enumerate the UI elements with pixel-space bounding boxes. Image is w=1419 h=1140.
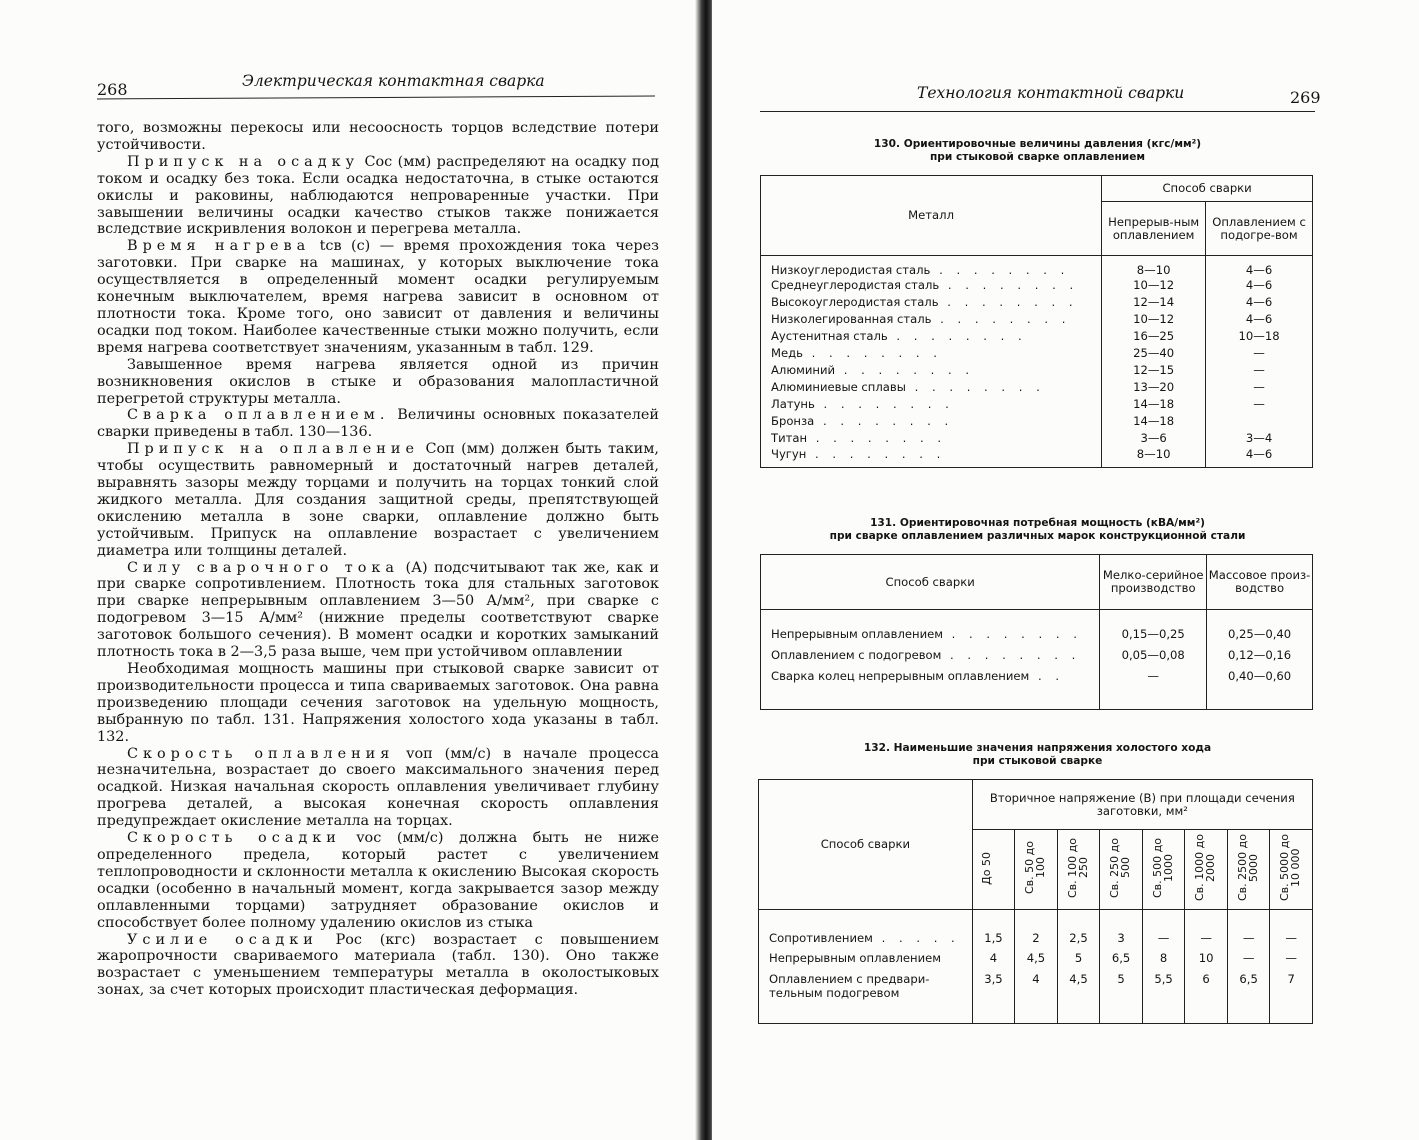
table130-col-group: Способ сварки <box>1102 176 1313 202</box>
table-row <box>761 328 1313 345</box>
section-range-header <box>1057 830 1100 910</box>
page-number-right: 269 <box>1290 88 1321 107</box>
leader-dots: . . . . . . . . <box>943 626 1082 641</box>
method-name <box>761 645 1100 666</box>
metal-name <box>761 294 1102 311</box>
method-label: Сопротивлением <box>769 930 873 945</box>
voltage-value: 7 <box>1287 971 1295 986</box>
running-head-left: Электрическая контактная сварка <box>242 72 545 90</box>
voltage-value: 6 <box>1185 968 1228 1024</box>
paragraph-text: Необходимая мощность машины при стыковой сварке зависит от производительности процесса и типа свариваемых заготовок. Она равна произведению площади сечения заготовок на удельную мощность, выбранную по табл. 131. Напряжения холостого хода указаны в табл. 132. <box>97 661 659 745</box>
table-row <box>761 610 1313 645</box>
power-mass: 0,40—0,60 <box>1227 668 1292 683</box>
metal-name <box>761 430 1102 447</box>
paragraph-text: Pос (кгс) возрастает с повышением жаропрочности свариваемого материала (табл. 130). Оно также возрастает с уменьшением температуры металла в околостыковых зонах, за счет которых происходит пластическая деформация. <box>97 931 659 999</box>
body-paragraph <box>97 441 659 559</box>
pressure-preheat: — <box>1253 346 1265 360</box>
voltage-value: 6,5 <box>1227 968 1270 1024</box>
body-paragraph <box>97 560 659 661</box>
leader-dots: . . . . . . . . <box>835 363 975 377</box>
method-label: Оплавлением с подогревом <box>771 648 942 662</box>
pressure-preheat: — <box>1253 397 1265 411</box>
body-paragraph <box>97 746 659 831</box>
metal-label: Латунь <box>771 397 815 411</box>
pressure-continuous: 14—18 <box>1102 413 1206 430</box>
section-range-label: Св. 2500 до 5000 <box>1235 834 1260 902</box>
left-page <box>0 0 700 1140</box>
section-range-label: Св. 50 до 100 <box>1022 841 1047 895</box>
spaced-lead-term: Силу сварочного тока <box>127 559 399 576</box>
paragraph-text: того, возможны перекосы или несоосность торцов вследствие потери устойчивости. <box>97 120 659 153</box>
section-range-header <box>1015 830 1058 910</box>
table-row <box>759 968 1313 1024</box>
metal-name <box>761 311 1102 328</box>
metal-name <box>761 256 1102 277</box>
pressure-continuous: 13—20 <box>1102 379 1206 396</box>
section-range-header <box>1185 830 1228 910</box>
table-row <box>761 447 1313 468</box>
table132 <box>758 779 1313 1024</box>
voltage-value: — <box>1227 910 1270 948</box>
metal-name <box>761 447 1102 468</box>
pressure-continuous: 8—10 <box>1102 447 1206 468</box>
pressure-preheat: 4—6 <box>1245 446 1273 461</box>
spaced-lead-term: Усилие осадки <box>127 931 318 948</box>
voltage-value: 2 <box>1015 910 1058 948</box>
header-rule-right <box>760 111 1315 112</box>
pressure-continuous: 12—15 <box>1102 362 1206 379</box>
pressure-continuous: 10—12 <box>1102 311 1206 328</box>
spaced-lead-term: Припуск на осадку <box>127 153 360 170</box>
metal-name <box>761 396 1102 413</box>
spaced-lead-term: Скорость осадки <box>127 830 341 847</box>
body-paragraph <box>97 238 659 356</box>
voltage-value: — <box>1285 950 1297 965</box>
leader-dots: . . . . . . . . <box>807 431 947 445</box>
table130-col-metal: Металл <box>761 176 1102 256</box>
table131 <box>760 554 1313 710</box>
pressure-preheat: 4—6 <box>1245 262 1273 277</box>
method-name <box>761 610 1100 645</box>
pressure-preheat <box>1206 413 1313 430</box>
pressure-preheat: — <box>1253 363 1265 377</box>
body-paragraph <box>97 357 659 408</box>
paragraph-text: Величины основных показателей сварки приведены в табл. 130—136. <box>97 407 659 441</box>
spaced-lead-term: Время нагрева <box>127 238 311 255</box>
pressure-preheat: 4—6 <box>1245 278 1273 292</box>
pressure-preheat: 3—4 <box>1245 431 1273 445</box>
table131-col-method: Способ сварки <box>761 555 1100 610</box>
section-range-header <box>1100 830 1143 910</box>
running-head-right: Технология контактной сварки <box>917 84 1185 102</box>
power-small-batch: 0,15—0,25 <box>1100 610 1207 645</box>
page-number-left: 268 <box>97 80 128 99</box>
table-row <box>761 645 1313 666</box>
section-range-header <box>972 830 1015 910</box>
leader-dots: . . . . . . . . <box>905 380 1045 394</box>
table-row <box>761 311 1313 328</box>
body-paragraph <box>97 932 659 1000</box>
table-row <box>761 666 1313 710</box>
voltage-value: 8 <box>1142 948 1185 968</box>
table-row <box>761 277 1313 294</box>
leader-dots: . . . . . . . . <box>814 414 954 428</box>
table-row <box>761 430 1313 447</box>
paragraph-text: tсв (с) — время прохождения тока через заготовки. При сварке на машинах, у которых выключение тока осуществляется в определенный момент осадки регулируемым конечным выключателем, время нагрева зависит в основном от плотности тока. Кроме того, оно зависит от давления и величины осадки под током. Наиболее качественные стыки можно получить, если время нагрева соответствует значениям, указанным в табл. 129. <box>97 238 659 356</box>
table130-title: 130. Ориентировочные величины давления (кгс/мм²) при стыковой сварке оплавлением <box>873 138 1202 163</box>
body-paragraph <box>97 661 659 746</box>
voltage-value: — <box>1227 948 1270 968</box>
section-range-label: Св. 1000 до 2000 <box>1193 834 1218 902</box>
body-paragraph <box>97 120 659 154</box>
pressure-continuous: 16—25 <box>1102 328 1206 345</box>
leader-dots: . . . . . . . . <box>938 295 1078 309</box>
leader-dots: . . . . . . . . <box>814 397 954 411</box>
metal-label: Чугун <box>771 446 807 461</box>
metal-label: Алюминиевые сплавы <box>771 380 906 394</box>
table130 <box>760 175 1313 468</box>
pressure-continuous: 25—40 <box>1102 345 1206 362</box>
metal-name <box>761 277 1102 294</box>
pressure-preheat: — <box>1253 380 1265 394</box>
table-row <box>761 396 1313 413</box>
metal-label: Низколегированная сталь <box>771 312 932 326</box>
leader-dots: . . <box>1029 668 1065 683</box>
pressure-continuous: 10—12 <box>1102 277 1206 294</box>
leader-dots: . . . . . . . . <box>887 329 1027 343</box>
pressure-preheat: 10—18 <box>1238 329 1280 343</box>
body-paragraph <box>97 407 659 441</box>
paragraph-text: Cос (мм) распределяют на осадку под током и осадку без тока. Если осадка недостаточна, в стыке остаются окислы и раковины, наблюдаются непроваренные участки. При завышении величины осадки качество стыков также понижается вследствие искривления волокон и перегрева металла. <box>97 153 659 238</box>
voltage-value: 4 <box>1015 968 1058 1024</box>
voltage-value: 4 <box>972 948 1015 968</box>
right-page <box>712 0 1419 1140</box>
pressure-continuous: 12—14 <box>1102 294 1206 311</box>
leader-dots: . . . . . . . . <box>806 446 946 461</box>
method-label: Сварка колец непрерывным оплавлением <box>771 668 1030 683</box>
power-small-batch: — <box>1100 666 1207 710</box>
method-name <box>761 666 1100 710</box>
table-row <box>759 948 1313 968</box>
voltage-value: 3 <box>1100 910 1143 948</box>
voltage-value: 4,5 <box>1015 948 1058 968</box>
power-mass: 0,12—0,16 <box>1227 648 1292 662</box>
power-mass: 0,25—0,40 <box>1227 626 1292 641</box>
metal-label: Бронза <box>771 414 815 428</box>
table130-col-continuous: Непрерыв-ным оплавлением <box>1102 202 1206 256</box>
metal-name <box>761 362 1102 379</box>
leader-dots: . . . . . . . . <box>930 262 1070 277</box>
table131-col-mass: Массовое произ-водство <box>1207 555 1313 610</box>
table-row <box>761 294 1313 311</box>
metal-name <box>761 345 1102 362</box>
paragraph-text: Завышенное время нагрева является одной из причин возникновения окислов в стыке и образования малопластичной перегретой структуры металла. <box>97 356 659 407</box>
section-range-header <box>1227 830 1270 910</box>
table130-col-preheat: Оплавлением с подогре-вом <box>1206 202 1313 256</box>
voltage-value: 10 <box>1185 948 1228 968</box>
method-name <box>759 948 973 968</box>
voltage-value: 5 <box>1100 968 1143 1024</box>
leader-dots: . . . . . . . . <box>941 648 1081 662</box>
pressure-continuous: 3—6 <box>1102 430 1206 447</box>
metal-label: Низкоуглеродистая сталь <box>771 262 931 277</box>
metal-name <box>761 379 1102 396</box>
method-label: Оплавлением с предвари-тельным подогревом <box>769 971 930 1000</box>
voltage-value: — <box>1285 930 1297 945</box>
voltage-value: — <box>1185 910 1228 948</box>
section-range-label: Св. 100 до 250 <box>1065 838 1090 898</box>
paragraph-text: Cоп (мм) должен быть таким, чтобы осуществить равномерный и достаточный нагрев деталей, выравнять зазоры между торцами и получить на торцах тонкий слой жидкого металла. Для создания защитной среды, препятствующей окислению металла в зоне сварки, оплавление должно быть устойчивым. Припуск на оплавление возрастает с увеличением диаметра или толщины деталей. <box>97 441 659 559</box>
table-row <box>761 362 1313 379</box>
metal-label: Титан <box>771 431 808 445</box>
metal-name <box>761 413 1102 430</box>
table131-col-small-batch: Мелко-серийное производство <box>1100 555 1207 610</box>
voltage-value: 5 <box>1057 948 1100 968</box>
voltage-value: 4,5 <box>1057 968 1100 1024</box>
voltage-value: 6,5 <box>1100 948 1143 968</box>
table132-col-group: Вторичное напряжение (В) при площади сечения заготовки, мм² <box>972 780 1312 830</box>
metal-label: Медь <box>771 346 803 360</box>
voltage-value: 1,5 <box>972 910 1015 948</box>
spaced-lead-term: Припуск на оплавление <box>127 441 419 458</box>
power-small-batch: 0,05—0,08 <box>1100 645 1207 666</box>
method-name <box>759 910 973 948</box>
paragraph-text: vоп (мм/с) в начале процесса незначительна, возрастает до своего максимального значения перед осадкой. Низкая начальная скорость оплавления увеличивает глубину прогрева деталей, а высокая конечная скорость оплавления предупреждает окисление металла на торцах. <box>97 745 659 830</box>
section-range-label: Св. 500 до 1000 <box>1150 838 1175 898</box>
voltage-value: 5,5 <box>1142 968 1185 1024</box>
left-body-text <box>97 120 659 999</box>
pressure-continuous: 8—10 <box>1102 256 1206 277</box>
metal-label: Аустенитная сталь <box>771 329 888 343</box>
pressure-preheat: 4—6 <box>1245 312 1273 326</box>
section-range-header <box>1270 830 1313 910</box>
section-range-label: До 50 <box>980 851 994 885</box>
section-range-header <box>1142 830 1185 910</box>
method-label: Непрерывным оплавлением <box>769 950 941 965</box>
table-row <box>761 413 1313 430</box>
spaced-lead-term: Скорость оплавления <box>127 745 395 762</box>
spaced-lead-term: Сварка оплавлением. <box>127 407 390 424</box>
table-row <box>759 910 1313 948</box>
voltage-value: — <box>1142 910 1185 948</box>
metal-label: Высокоуглеродистая сталь <box>771 295 939 309</box>
body-paragraph <box>97 154 659 239</box>
leader-dots: . . . . . <box>872 930 960 945</box>
section-range-label: Св. 250 до 500 <box>1108 838 1133 898</box>
table-row <box>761 345 1313 362</box>
method-name <box>759 968 973 1024</box>
table132-title: 132. Наименьшие значения напряжения холостого хода при стыковой сварке <box>863 742 1212 767</box>
leader-dots: . . . . . . . . <box>931 312 1071 326</box>
voltage-value: 2,5 <box>1057 910 1100 948</box>
voltage-value: 3,5 <box>972 968 1015 1024</box>
leader-dots: . . . . . . . . <box>803 346 942 360</box>
leader-dots: . . . . . . . . <box>939 278 1079 292</box>
metal-name <box>761 328 1102 345</box>
body-paragraph <box>97 830 659 931</box>
section-range-label: Св. 5000 до 10 000 <box>1278 834 1303 902</box>
metal-label: Алюминий <box>771 363 836 377</box>
table131-title: 131. Ориентировочная потребная мощность (кВА/мм²) при сварке оплавлением различных марок конструкционной стали <box>829 517 1246 542</box>
paragraph-text: vос (мм/с) должна быть не ниже определенного предела, который растет с увеличением теплопроводности и склонности металла к окислению Высокая скорость осадки (особенно в начальный момент, когда закрывается зазор между оплавленными торцами) затрудняет образование окислов и способствует более полному удалению окислов из стыка <box>97 830 660 931</box>
metal-label: Среднеуглеродистая сталь <box>771 278 940 292</box>
table132-col-method: Способ сварки <box>759 780 973 910</box>
table-row <box>761 256 1313 277</box>
method-label: Непрерывным оплавлением <box>771 626 943 641</box>
paragraph-text: (А) подсчитывают так же, как и при сварке сопротивлением. Плотность тока для стальных заготовок при сварке непрерывным оплавлением 3—50 А/мм², при сварке с подогревом 3—15 А/мм² (нижние пределы соответствуют сварке заготовок большого сечения). В момент осадки и коротких замыканий плотность тока в 2—3,5 раза выше, чем при устойчивом оплавлении <box>97 559 659 661</box>
pressure-preheat: 4—6 <box>1245 295 1273 309</box>
pressure-continuous: 14—18 <box>1102 396 1206 413</box>
header-rule-left <box>97 96 655 100</box>
table-row <box>761 379 1313 396</box>
